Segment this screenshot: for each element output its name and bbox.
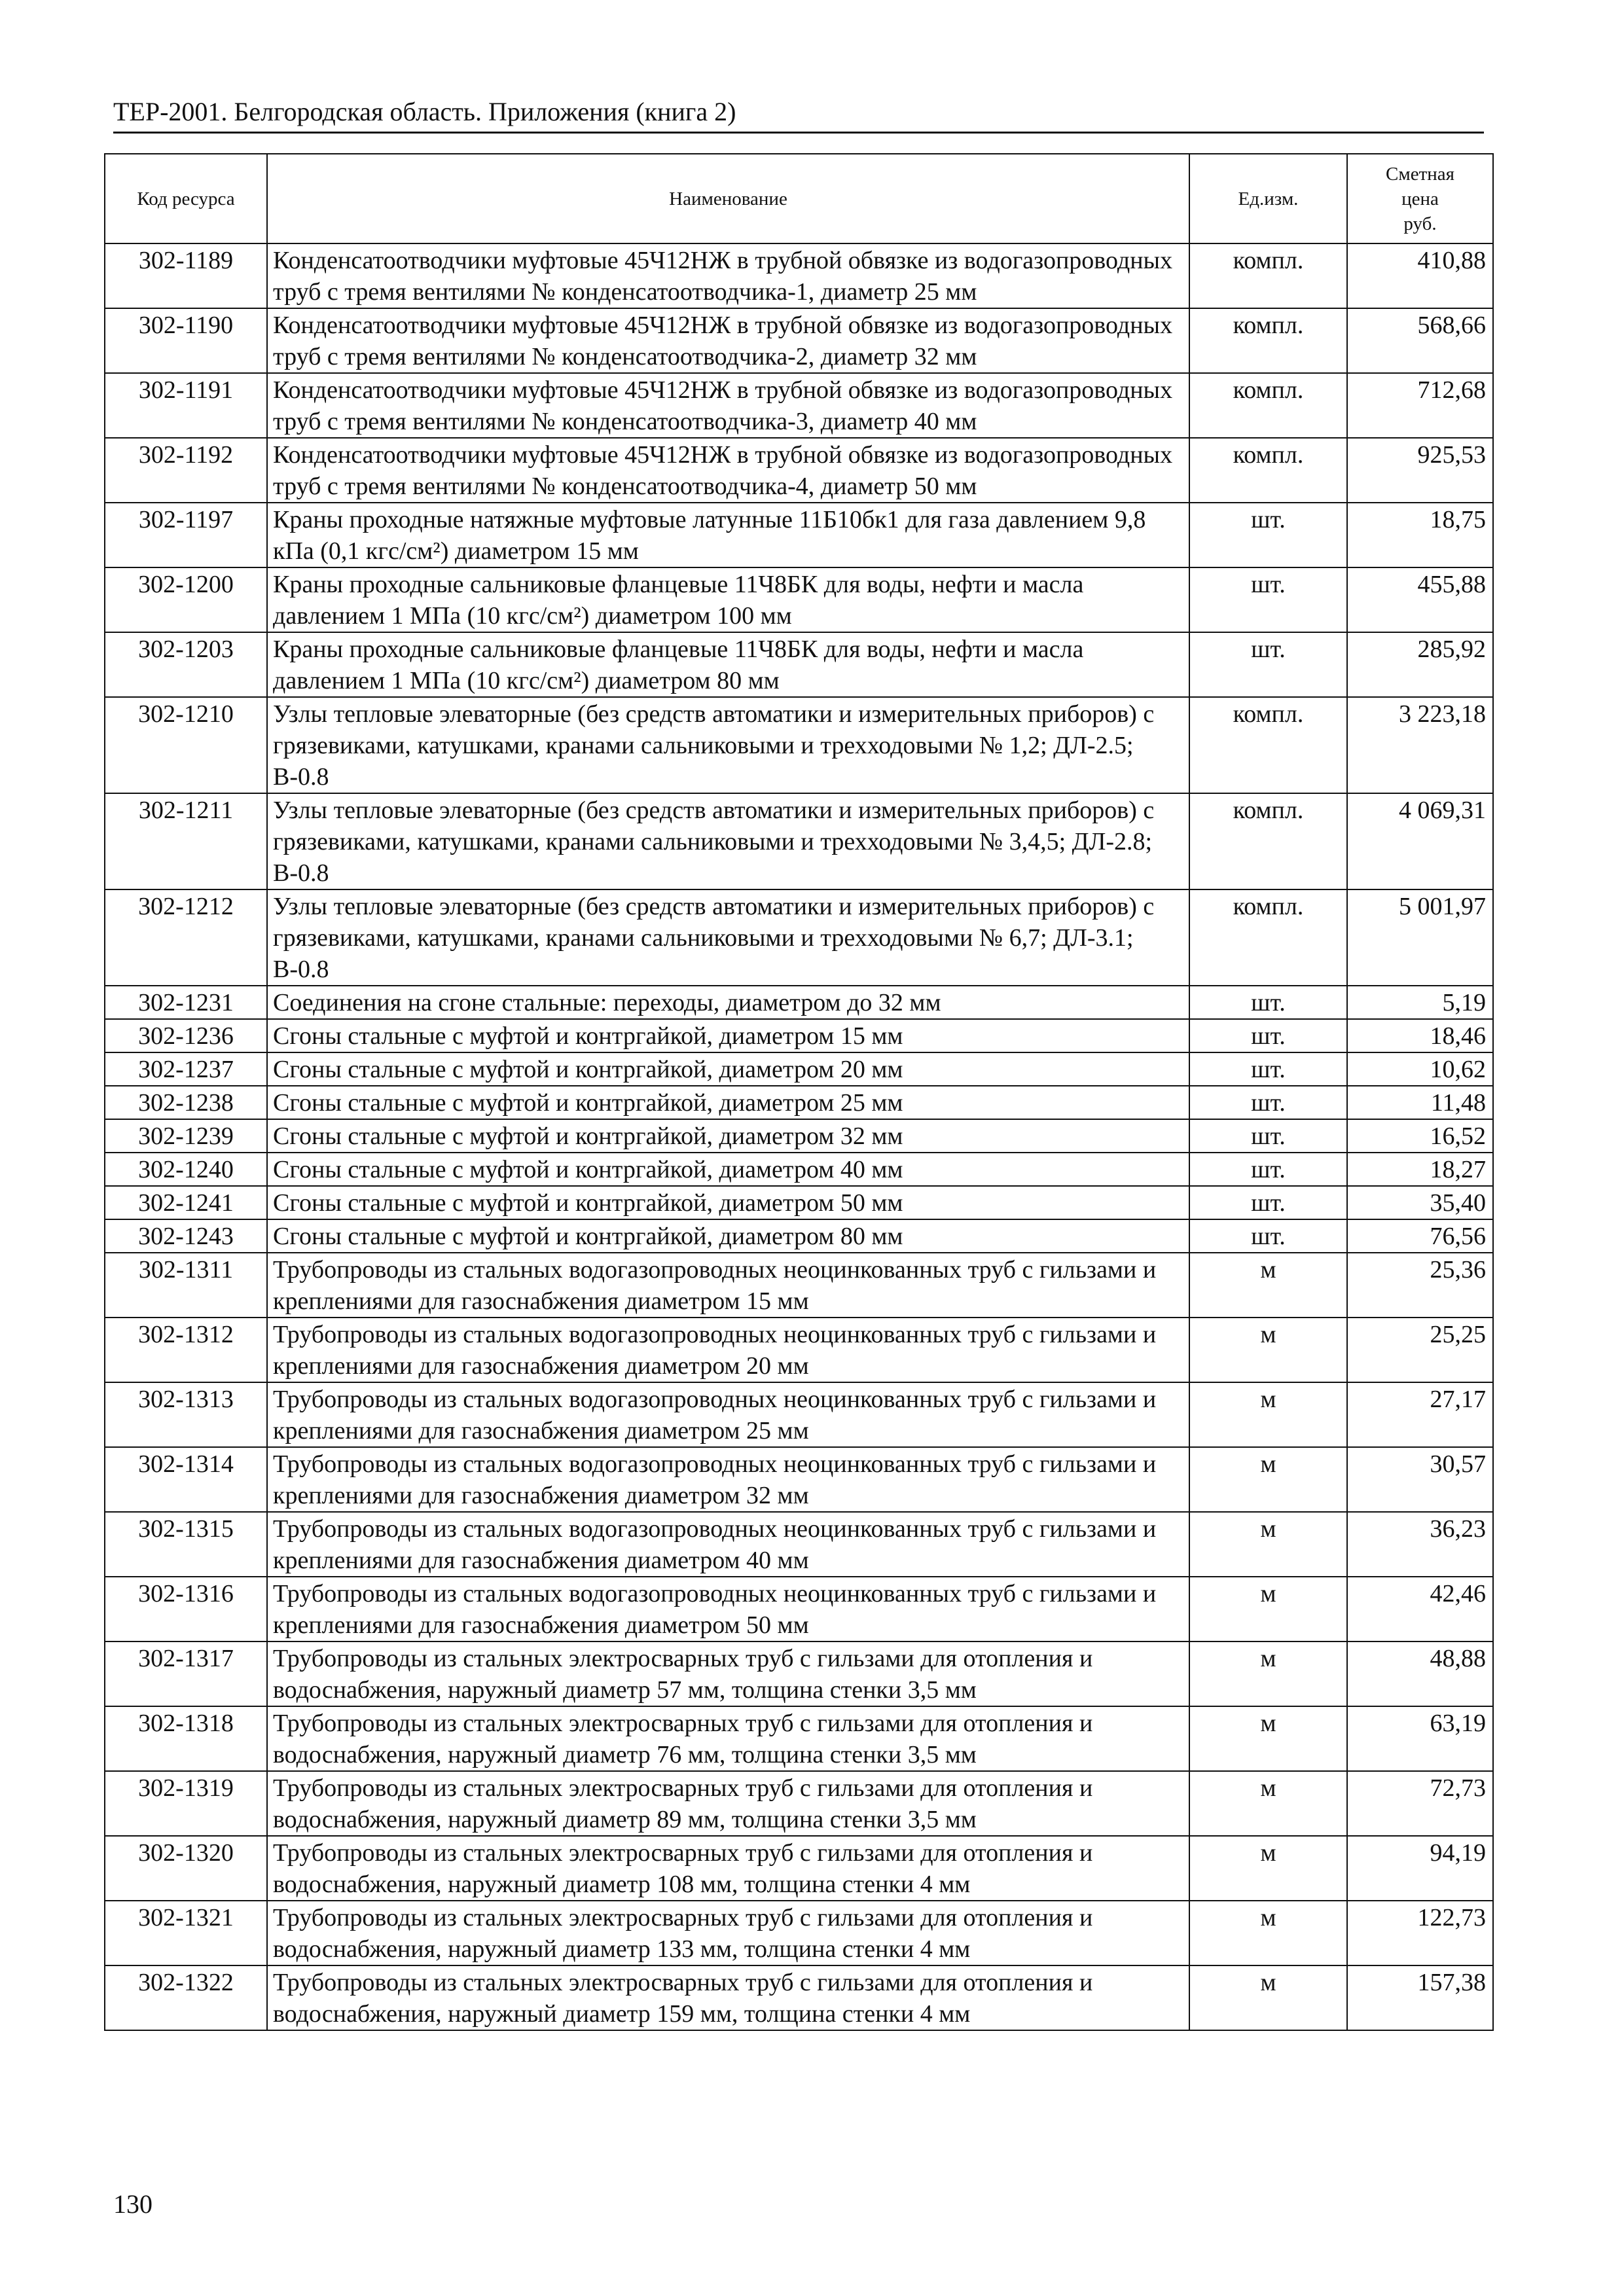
unit-cell: м (1189, 1577, 1347, 1641)
price-cell: 925,53 (1347, 438, 1493, 503)
unit-cell: м (1189, 1382, 1347, 1447)
unit-cell: компл. (1189, 373, 1347, 438)
resource-name-cell: Сгоны стальные с муфтой и контргайкой, диаметром 25 мм (267, 1086, 1189, 1119)
unit-cell: шт. (1189, 1153, 1347, 1186)
table-row (105, 1771, 1493, 1836)
running-header: ТЕР-2001. Белгородская область. Приложения (книга 2) (113, 97, 736, 126)
resource-name-cell: Узлы тепловые элеваторные (без средств автоматики и измерительных приборов) с грязевиками, катушками, кранами сальниковыми и трехходовыми № 6,7; ДЛ-3.1; В-0.8 (267, 889, 1189, 986)
resource-code-cell: 302-1322 (105, 1965, 267, 2030)
column-header-unit: Ед.изм. (1189, 154, 1347, 243)
resource-code-cell: 302-1314 (105, 1447, 267, 1512)
table-row (105, 1382, 1493, 1447)
resource-code-cell: 302-1311 (105, 1253, 267, 1318)
price-cell: 4 069,31 (1347, 793, 1493, 889)
table-row (105, 1186, 1493, 1219)
price-cell: 25,25 (1347, 1318, 1493, 1382)
unit-cell: м (1189, 1706, 1347, 1771)
unit-cell: м (1189, 1318, 1347, 1382)
unit-cell: компл. (1189, 793, 1347, 889)
price-cell: 568,66 (1347, 308, 1493, 373)
unit-cell: шт. (1189, 1119, 1347, 1153)
resource-code-cell: 302-1312 (105, 1318, 267, 1382)
resource-code-cell: 302-1189 (105, 243, 267, 308)
resource-code-cell: 302-1200 (105, 567, 267, 632)
resource-name-cell: Трубопроводы из стальных электросварных труб с гильзами для отопления и водоснабжения, наружный диаметр 159 мм, толщина стенки 4 мм (267, 1965, 1189, 2030)
column-header-price (1347, 154, 1493, 243)
table-row (105, 889, 1493, 986)
resource-name-cell: Трубопроводы из стальных электросварных труб с гильзами для отопления и водоснабжения, наружный диаметр 108 мм, толщина стенки 4 мм (267, 1836, 1189, 1901)
resource-code-cell: 302-1197 (105, 503, 267, 567)
price-cell: 27,17 (1347, 1382, 1493, 1447)
price-cell: 712,68 (1347, 373, 1493, 438)
resource-name-cell: Трубопроводы из стальных водогазопроводных неоцинкованных труб с гильзами и креплениями для газоснабжения диаметром 32 мм (267, 1447, 1189, 1512)
table-row (105, 503, 1493, 567)
table-row (105, 1253, 1493, 1318)
unit-cell: шт. (1189, 503, 1347, 567)
table-row (105, 308, 1493, 373)
resource-name-cell: Трубопроводы из стальных электросварных труб с гильзами для отопления и водоснабжения, наружный диаметр 133 мм, толщина стенки 4 мм (267, 1901, 1189, 1965)
column-header-code: Код ресурса (105, 154, 267, 243)
resource-code-cell: 302-1211 (105, 793, 267, 889)
table-row (105, 986, 1493, 1019)
price-cell: 3 223,18 (1347, 697, 1493, 793)
price-cell: 25,36 (1347, 1253, 1493, 1318)
table-row (105, 1901, 1493, 1965)
table-row (105, 1965, 1493, 2030)
table-row (105, 697, 1493, 793)
resource-name-cell: Сгоны стальные с муфтой и контргайкой, диаметром 15 мм (267, 1019, 1189, 1052)
resource-name-cell: Конденсатоотводчики муфтовые 45Ч12НЖ в трубной обвязке из водогазопроводных труб с тремя вентилями № конденсатоотводчика-1, диаметр 25 мм (267, 243, 1189, 308)
unit-cell: м (1189, 1901, 1347, 1965)
resource-name-cell: Краны проходные сальниковые фланцевые 11Ч8БК для воды, нефти и масла давлением 1 МПа (10 кгс/см²) диаметром 80 мм (267, 632, 1189, 697)
resource-name-cell: Трубопроводы из стальных водогазопроводных неоцинкованных труб с гильзами и креплениями для газоснабжения диаметром 20 мм (267, 1318, 1189, 1382)
resource-code-cell: 302-1236 (105, 1019, 267, 1052)
price-cell: 122,73 (1347, 1901, 1493, 1965)
resource-name-cell: Сгоны стальные с муфтой и контргайкой, диаметром 32 мм (267, 1119, 1189, 1153)
resource-name-cell: Краны проходные натяжные муфтовые латунные 11Б10бк1 для газа давлением 9,8 кПа (0,1 кгс/см²) диаметром 15 мм (267, 503, 1189, 567)
resource-code-cell: 302-1315 (105, 1512, 267, 1577)
resource-name-cell: Трубопроводы из стальных водогазопроводных неоцинкованных труб с гильзами и креплениями для газоснабжения диаметром 40 мм (267, 1512, 1189, 1577)
table-row (105, 1086, 1493, 1119)
unit-cell: м (1189, 1836, 1347, 1901)
price-cell: 285,92 (1347, 632, 1493, 697)
resource-name-cell: Трубопроводы из стальных водогазопроводных неоцинкованных труб с гильзами и креплениями для газоснабжения диаметром 25 мм (267, 1382, 1189, 1447)
resource-code-cell: 302-1316 (105, 1577, 267, 1641)
price-cell: 72,73 (1347, 1771, 1493, 1836)
price-cell: 18,75 (1347, 503, 1493, 567)
price-cell: 30,57 (1347, 1447, 1493, 1512)
price-cell: 11,48 (1347, 1086, 1493, 1119)
price-cell: 16,52 (1347, 1119, 1493, 1153)
unit-cell: м (1189, 1253, 1347, 1318)
price-cell: 10,62 (1347, 1052, 1493, 1086)
price-cell: 5,19 (1347, 986, 1493, 1019)
resource-code-cell: 302-1318 (105, 1706, 267, 1771)
table-row (105, 793, 1493, 889)
table-row (105, 1836, 1493, 1901)
resource-name-cell: Трубопроводы из стальных водогазопроводных неоцинкованных труб с гильзами и креплениями для газоснабжения диаметром 15 мм (267, 1253, 1189, 1318)
column-header-price-line: руб. (1403, 213, 1437, 234)
resource-name-cell: Конденсатоотводчики муфтовые 45Ч12НЖ в трубной обвязке из водогазопроводных труб с тремя вентилями № конденсатоотводчика-3, диаметр 40 мм (267, 373, 1189, 438)
resource-code-cell: 302-1321 (105, 1901, 267, 1965)
unit-cell: м (1189, 1447, 1347, 1512)
column-header-price-line: Сметная (1386, 163, 1454, 185)
resource-name-cell: Сгоны стальные с муфтой и контргайкой, диаметром 40 мм (267, 1153, 1189, 1186)
table-row (105, 243, 1493, 308)
unit-cell: м (1189, 1512, 1347, 1577)
unit-cell: шт. (1189, 567, 1347, 632)
price-cell: 36,23 (1347, 1512, 1493, 1577)
unit-cell: шт. (1189, 1219, 1347, 1253)
resource-code-cell: 302-1231 (105, 986, 267, 1019)
resource-name-cell: Узлы тепловые элеваторные (без средств автоматики и измерительных приборов) с грязевиками, катушками, кранами сальниковыми и трехходовыми № 3,4,5; ДЛ-2.8; В-0.8 (267, 793, 1189, 889)
table-row (105, 1318, 1493, 1382)
resource-code-cell: 302-1192 (105, 438, 267, 503)
table-body (105, 243, 1493, 2030)
price-cell: 35,40 (1347, 1186, 1493, 1219)
price-cell: 5 001,97 (1347, 889, 1493, 986)
column-header-name: Наименование (267, 154, 1189, 243)
resource-name-cell: Трубопроводы из стальных водогазопроводных неоцинкованных труб с гильзами и креплениями для газоснабжения диаметром 50 мм (267, 1577, 1189, 1641)
price-cell: 18,46 (1347, 1019, 1493, 1052)
resource-name-cell: Конденсатоотводчики муфтовые 45Ч12НЖ в трубной обвязке из водогазопроводных труб с тремя вентилями № конденсатоотводчика-2, диаметр 32 мм (267, 308, 1189, 373)
table-row (105, 1052, 1493, 1086)
unit-cell: шт. (1189, 1052, 1347, 1086)
unit-cell: м (1189, 1771, 1347, 1836)
table-row (105, 1119, 1493, 1153)
table-row (105, 373, 1493, 438)
table-row (105, 632, 1493, 697)
table-row (105, 438, 1493, 503)
resource-code-cell: 302-1240 (105, 1153, 267, 1186)
table-row (105, 1512, 1493, 1577)
price-cell: 42,46 (1347, 1577, 1493, 1641)
resource-code-cell: 302-1313 (105, 1382, 267, 1447)
table-header-row (105, 154, 1493, 243)
unit-cell: компл. (1189, 889, 1347, 986)
resource-name-cell: Трубопроводы из стальных электросварных труб с гильзами для отопления и водоснабжения, наружный диаметр 76 мм, толщина стенки 3,5 мм (267, 1706, 1189, 1771)
resource-code-cell: 302-1241 (105, 1186, 267, 1219)
resource-code-cell: 302-1237 (105, 1052, 267, 1086)
resource-name-cell: Сгоны стальные с муфтой и контргайкой, диаметром 80 мм (267, 1219, 1189, 1253)
unit-cell: шт. (1189, 1086, 1347, 1119)
resource-name-cell: Трубопроводы из стальных электросварных труб с гильзами для отопления и водоснабжения, наружный диаметр 89 мм, толщина стенки 3,5 мм (267, 1771, 1189, 1836)
price-table (104, 153, 1494, 2031)
unit-cell: м (1189, 1641, 1347, 1706)
unit-cell: м (1189, 1965, 1347, 2030)
page-number: 130 (113, 2189, 153, 2219)
resource-name-cell: Узлы тепловые элеваторные (без средств автоматики и измерительных приборов) с грязевиками, катушками, кранами сальниковыми и трехходовыми № 1,2; ДЛ-2.5; В-0.8 (267, 697, 1189, 793)
price-cell: 18,27 (1347, 1153, 1493, 1186)
unit-cell: компл. (1189, 697, 1347, 793)
table-row (105, 1447, 1493, 1512)
resource-code-cell: 302-1243 (105, 1219, 267, 1253)
resource-code-cell: 302-1190 (105, 308, 267, 373)
resource-name-cell: Краны проходные сальниковые фланцевые 11Ч8БК для воды, нефти и масла давлением 1 МПа (10 кгс/см²) диаметром 100 мм (267, 567, 1189, 632)
resource-code-cell: 302-1319 (105, 1771, 267, 1836)
resource-name-cell: Сгоны стальные с муфтой и контргайкой, диаметром 20 мм (267, 1052, 1189, 1086)
table-row (105, 567, 1493, 632)
resource-code-cell: 302-1203 (105, 632, 267, 697)
table-row (105, 1706, 1493, 1771)
price-cell: 94,19 (1347, 1836, 1493, 1901)
resource-code-cell: 302-1320 (105, 1836, 267, 1901)
resource-name-cell: Сгоны стальные с муфтой и контргайкой, диаметром 50 мм (267, 1186, 1189, 1219)
unit-cell: компл. (1189, 438, 1347, 503)
unit-cell: шт. (1189, 632, 1347, 697)
price-cell: 157,38 (1347, 1965, 1493, 2030)
price-cell: 63,19 (1347, 1706, 1493, 1771)
unit-cell: компл. (1189, 243, 1347, 308)
resource-code-cell: 302-1239 (105, 1119, 267, 1153)
resource-code-cell: 302-1210 (105, 697, 267, 793)
unit-cell: компл. (1189, 308, 1347, 373)
resource-name-cell: Конденсатоотводчики муфтовые 45Ч12НЖ в трубной обвязке из водогазопроводных труб с тремя вентилями № конденсатоотводчика-4, диаметр 50 мм (267, 438, 1189, 503)
resource-name-cell: Соединения на сгоне стальные: переходы, диаметром до 32 мм (267, 986, 1189, 1019)
resource-code-cell: 302-1317 (105, 1641, 267, 1706)
table-row (105, 1219, 1493, 1253)
column-header-price-line: цена (1401, 188, 1439, 209)
table-row (105, 1153, 1493, 1186)
resource-name-cell: Трубопроводы из стальных электросварных труб с гильзами для отопления и водоснабжения, наружный диаметр 57 мм, толщина стенки 3,5 мм (267, 1641, 1189, 1706)
resource-code-cell: 302-1238 (105, 1086, 267, 1119)
price-cell: 410,88 (1347, 243, 1493, 308)
unit-cell: шт. (1189, 1186, 1347, 1219)
table-row (105, 1019, 1493, 1052)
resource-code-cell: 302-1212 (105, 889, 267, 986)
header-rule (113, 132, 1484, 134)
unit-cell: шт. (1189, 986, 1347, 1019)
table-row (105, 1577, 1493, 1641)
resource-code-cell: 302-1191 (105, 373, 267, 438)
table-row (105, 1641, 1493, 1706)
price-cell: 455,88 (1347, 567, 1493, 632)
price-cell: 48,88 (1347, 1641, 1493, 1706)
price-cell: 76,56 (1347, 1219, 1493, 1253)
unit-cell: шт. (1189, 1019, 1347, 1052)
